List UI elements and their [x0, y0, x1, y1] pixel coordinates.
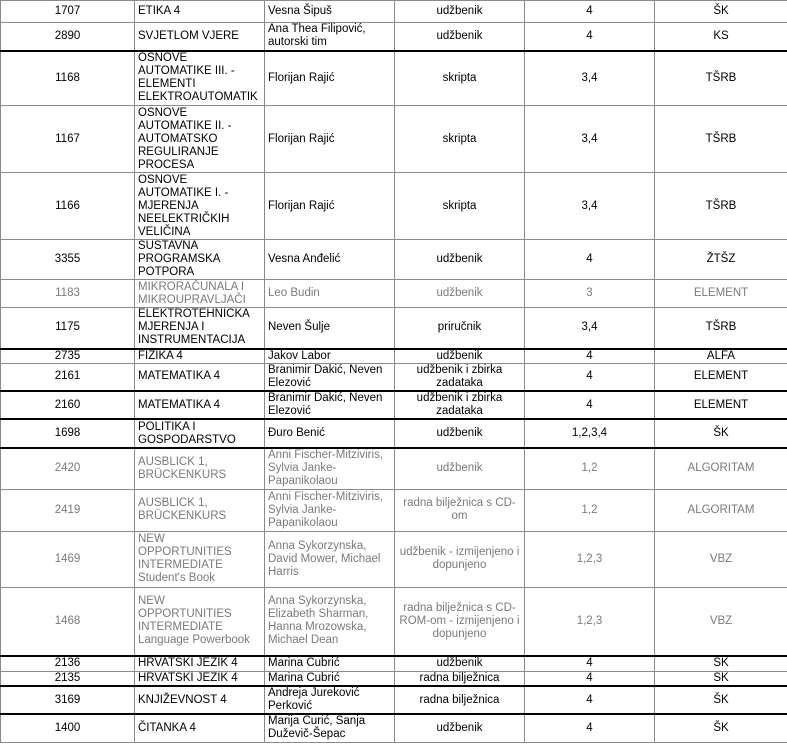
table-row — [1, 656, 787, 671]
book-authors-cell: Marina Čubrić — [265, 671, 395, 686]
book-publisher-cell: ELEMENT — [655, 280, 787, 308]
book-code-cell: 1707 — [1, 1, 135, 23]
book-code-cell: 1175 — [1, 308, 135, 349]
book-publisher-cell: KS — [655, 23, 787, 51]
book-title-cell: AUSBLICK 1, BRÜCKENKURS — [135, 489, 265, 531]
book-title-cell: SUSTAVNA PROGRAMSKA POTPORA — [135, 240, 265, 280]
book-title-cell: POLITIKA I GOSPODARSTVO — [135, 419, 265, 448]
book-type-cell: udžbenik — [395, 419, 525, 448]
book-grades-cell: 1,2 — [525, 489, 655, 531]
table-row — [1, 308, 787, 349]
book-type-cell: udžbenik — [395, 448, 525, 489]
book-type-cell: udžbenik — [395, 714, 525, 742]
book-authors-cell: Neven Šulje — [265, 308, 395, 349]
table-row — [1, 671, 787, 686]
book-type-cell: udžbenik — [395, 349, 525, 364]
book-title-cell: HRVATSKI JEZIK 4 — [135, 656, 265, 671]
book-authors-cell: Anni Fischer-Mitziviris, Sylvia Janke-Papanikolaou — [265, 489, 395, 531]
book-authors-cell: Ana Thea Filipović, autorski tim — [265, 23, 395, 51]
book-authors-cell: Branimir Dakić, Neven Elezović — [265, 391, 395, 419]
book-type-cell: udžbenik - izmijenjeno i dopunjeno — [395, 531, 525, 587]
book-grades-cell: 3,4 — [525, 308, 655, 349]
book-title-cell: KNJIŽEVNOST 4 — [135, 686, 265, 714]
book-title-cell: MATEMATIKA 4 — [135, 363, 265, 391]
book-grades-cell: 3 — [525, 280, 655, 308]
table-row — [1, 448, 787, 489]
book-publisher-cell: ALGORITAM — [655, 489, 787, 531]
book-publisher-cell: ŠK — [655, 419, 787, 448]
book-type-cell: udžbenik — [395, 23, 525, 51]
book-grades-cell: 3,4 — [525, 173, 655, 240]
book-code-cell: 1469 — [1, 531, 135, 587]
table-row — [1, 686, 787, 714]
book-code-cell: 2735 — [1, 349, 135, 364]
book-authors-cell: Vesna Šipuš — [265, 1, 395, 23]
book-publisher-cell: ŽTŠZ — [655, 240, 787, 280]
book-title-cell: FIZIKA 4 — [135, 349, 265, 364]
book-type-cell: udžbenik — [395, 280, 525, 308]
book-title-cell: ELEKTROTEHNIČKA MJERENJA I INSTRUMENTACIJA — [135, 308, 265, 349]
book-code-cell: 1166 — [1, 173, 135, 240]
book-type-cell: udžbenik — [395, 656, 525, 671]
book-grades-cell: 1,2,3,4 — [525, 419, 655, 448]
table-row — [1, 106, 787, 173]
book-title-cell: ETIKA 4 — [135, 1, 265, 23]
book-grades-cell: 4 — [525, 391, 655, 419]
book-publisher-cell: ŠK — [655, 1, 787, 23]
book-grades-cell: 3,4 — [525, 106, 655, 173]
book-code-cell: 1400 — [1, 714, 135, 742]
book-code-cell: 3169 — [1, 686, 135, 714]
book-publisher-cell: ŠK — [655, 656, 787, 671]
table-row — [1, 240, 787, 280]
book-grades-cell: 4 — [525, 349, 655, 364]
table-row — [1, 23, 787, 51]
book-grades-cell: 4 — [525, 671, 655, 686]
book-publisher-cell: ELEMENT — [655, 363, 787, 391]
book-authors-cell: Florijan Rajić — [265, 106, 395, 173]
book-publisher-cell: TŠRB — [655, 173, 787, 240]
book-publisher-cell: VBZ — [655, 531, 787, 587]
book-code-cell: 2420 — [1, 448, 135, 489]
book-type-cell: radna bilježnica s CD-ROM-om - izmijenjeno i dopunjeno — [395, 587, 525, 656]
book-authors-cell: Branimir Dakić, Neven Elezović — [265, 363, 395, 391]
book-grades-cell: 1,2 — [525, 448, 655, 489]
table-row — [1, 531, 787, 587]
book-publisher-cell: ALFA — [655, 349, 787, 364]
table-row — [1, 280, 787, 308]
table-row — [1, 349, 787, 364]
book-grades-cell: 3,4 — [525, 51, 655, 106]
book-code-cell: 2419 — [1, 489, 135, 531]
book-publisher-cell: ALGORITAM — [655, 448, 787, 489]
book-authors-cell: Đuro Benić — [265, 419, 395, 448]
book-type-cell: radna bilježnica — [395, 671, 525, 686]
book-type-cell: skripta — [395, 51, 525, 106]
book-publisher-cell: TŠRB — [655, 51, 787, 106]
book-title-cell: OSNOVE AUTOMATIKE II. - AUTOMATSKO REGULIRANJE PROCESA — [135, 106, 265, 173]
book-code-cell: 2135 — [1, 671, 135, 686]
book-code-cell: 1468 — [1, 587, 135, 656]
book-code-cell: 2890 — [1, 23, 135, 51]
book-type-cell: priručnik — [395, 308, 525, 349]
table-row — [1, 587, 787, 656]
book-publisher-cell: ELEMENT — [655, 391, 787, 419]
book-publisher-cell: TŠRB — [655, 308, 787, 349]
book-publisher-cell: ŠK — [655, 671, 787, 686]
book-type-cell: skripta — [395, 106, 525, 173]
book-code-cell: 1168 — [1, 51, 135, 106]
table-row — [1, 419, 787, 448]
book-authors-cell: Jakov Labor — [265, 349, 395, 364]
table-row — [1, 173, 787, 240]
book-authors-cell: Florijan Rajić — [265, 173, 395, 240]
book-code-cell: 1167 — [1, 106, 135, 173]
book-grades-cell: 4 — [525, 1, 655, 23]
book-title-cell: NEW OPPORTUNITIES INTERMEDIATE Language Powerbook — [135, 587, 265, 656]
book-code-cell: 2160 — [1, 391, 135, 419]
book-title-cell: OSNOVE AUTOMATIKE III. - ELEMENTI ELEKTROAUTOMATIK — [135, 51, 265, 106]
table-row — [1, 489, 787, 531]
book-authors-cell: Vesna Anđelić — [265, 240, 395, 280]
book-type-cell: udžbenik i zbirka zadataka — [395, 391, 525, 419]
book-type-cell: udžbenik — [395, 240, 525, 280]
book-grades-cell: 4 — [525, 686, 655, 714]
book-authors-cell: Andreja Jureković Perković — [265, 686, 395, 714]
book-publisher-cell: VBZ — [655, 587, 787, 656]
book-code-cell: 1698 — [1, 419, 135, 448]
table-row — [1, 391, 787, 419]
book-type-cell: udžbenik — [395, 1, 525, 23]
book-code-cell: 1183 — [1, 280, 135, 308]
book-title-cell: MATEMATIKA 4 — [135, 391, 265, 419]
book-title-cell: HRVATSKI JEZIK 4 — [135, 671, 265, 686]
book-title-cell: NEW OPPORTUNITIES INTERMEDIATE Student's Book — [135, 531, 265, 587]
book-type-cell: udžbenik i zbirka zadataka — [395, 363, 525, 391]
book-authors-cell: Anni Fischer-Mitziviris, Sylvia Janke-Papanikolaou — [265, 448, 395, 489]
book-code-cell: 3355 — [1, 240, 135, 280]
book-title-cell: AUSBLICK 1, BRÜCKENKURS — [135, 448, 265, 489]
book-authors-cell: Anna Sykorzynska, Elizabeth Sharman, Hanna Mrozowska, Michael Dean — [265, 587, 395, 656]
book-publisher-cell: ŠK — [655, 686, 787, 714]
textbook-rows — [1, 1, 787, 743]
book-authors-cell: Anna Sykorzynska, David Mower, Michael Harris — [265, 531, 395, 587]
table-row — [1, 1, 787, 23]
book-grades-cell: 1,2,3 — [525, 587, 655, 656]
book-title-cell: ČITANKA 4 — [135, 714, 265, 742]
book-authors-cell: Leo Budin — [265, 280, 395, 308]
book-grades-cell: 4 — [525, 656, 655, 671]
book-code-cell: 2161 — [1, 363, 135, 391]
book-authors-cell: Marija Čurić, Sanja Duževič-Šepac — [265, 714, 395, 742]
book-type-cell: skripta — [395, 173, 525, 240]
book-authors-cell: Marina Čubrić — [265, 656, 395, 671]
book-type-cell: radna bilježnica — [395, 686, 525, 714]
book-grades-cell: 4 — [525, 23, 655, 51]
book-title-cell: MIKRORAČUNALA I MIKROUPRAVLJAČI — [135, 280, 265, 308]
book-title-cell: SVJETLOM VJERE — [135, 23, 265, 51]
book-title-cell: OSNOVE AUTOMATIKE I. - MJERENJA NEELEKTRIČKIH VELIČINA — [135, 173, 265, 240]
book-publisher-cell: TŠRB — [655, 106, 787, 173]
book-grades-cell: 4 — [525, 363, 655, 391]
book-grades-cell: 1,2,3 — [525, 531, 655, 587]
book-grades-cell: 4 — [525, 240, 655, 280]
book-grades-cell: 4 — [525, 714, 655, 742]
table-row — [1, 363, 787, 391]
book-authors-cell: Florijan Rajić — [265, 51, 395, 106]
table-row — [1, 714, 787, 742]
book-type-cell: radna bilježnica s CD-om — [395, 489, 525, 531]
book-code-cell: 2136 — [1, 656, 135, 671]
table-row — [1, 51, 787, 106]
book-publisher-cell: ŠK — [655, 714, 787, 742]
